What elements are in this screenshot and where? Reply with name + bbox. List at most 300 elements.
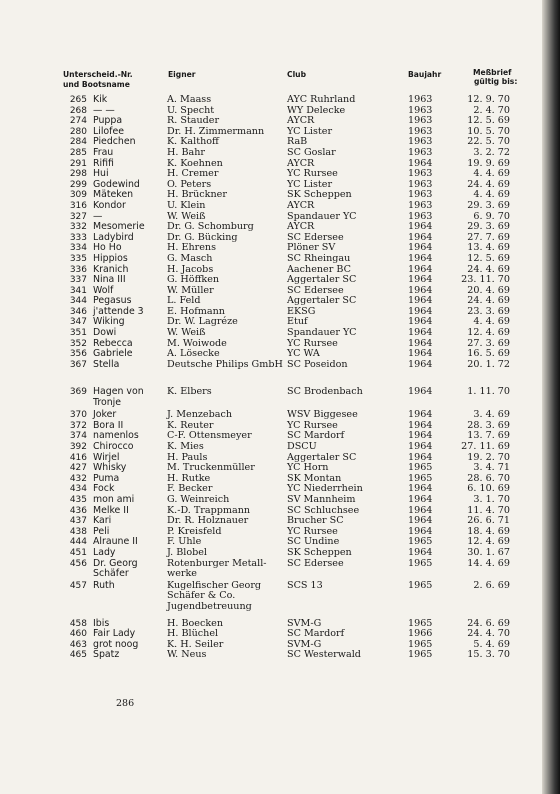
build-year: 1965 (408, 536, 433, 548)
table-row (0, 254, 560, 265)
boat-name: Rififi (93, 157, 114, 169)
header-valid-line1: Meßbrief (473, 68, 512, 77)
boat-number: 341 (69, 285, 87, 296)
owner-name: J. Menzebach (167, 409, 233, 421)
certificate-valid-until: 13. 4. 69 (467, 242, 510, 254)
header-nr: Unterscheid.-Nr. (63, 70, 133, 79)
boat-number: 456 (69, 558, 87, 569)
certificate-valid-until: 22. 5. 70 (467, 136, 510, 148)
boat-number: 369 (69, 387, 87, 398)
build-year: 1963 (408, 136, 433, 148)
boat-name: Chirocco (93, 441, 134, 452)
club-name: AYCR (287, 221, 315, 233)
certificate-valid-until: 19. 9. 69 (467, 157, 510, 169)
build-year: 1964 (408, 252, 433, 264)
boat-name: Kranich (93, 263, 129, 275)
boat-name: Dowi (93, 327, 117, 339)
build-year: 1963 (408, 125, 433, 137)
build-year: 1964 (408, 430, 433, 442)
build-year: 1965 (408, 557, 433, 569)
boat-number: 299 (69, 179, 87, 190)
certificate-valid-until: 2. 6. 69 (473, 579, 510, 591)
header-owner: Eigner (168, 70, 196, 79)
build-year: 1965 (408, 638, 433, 650)
owner-name: Rotenburger Metall-werke (167, 557, 267, 580)
build-year: 1963 (408, 94, 433, 105)
build-year: 1964 (408, 493, 433, 505)
table-row (0, 559, 560, 580)
build-year: 1964 (408, 441, 433, 452)
certificate-valid-until: 5. 4. 69 (473, 638, 510, 650)
boat-number: 435 (69, 494, 87, 505)
build-year: 1964 (408, 504, 433, 516)
boat-name: Alraune II (93, 536, 138, 548)
certificate-valid-until: 12. 4. 69 (467, 327, 510, 339)
certificate-valid-until: 6. 9. 70 (473, 210, 510, 222)
club-name: EKSG (287, 305, 316, 317)
certificate-valid-until: 24. 4. 70 (467, 628, 510, 640)
build-year: 1963 (408, 104, 433, 116)
club-name: SC Mardorf (287, 430, 345, 442)
boat-number: 444 (69, 537, 87, 548)
owner-name: L. Feld (167, 295, 201, 307)
club-name: Spandauer YC (287, 327, 357, 339)
club-name: Aachener BC (287, 263, 351, 275)
boat-name: Kondor (93, 199, 126, 211)
club-name: Aggertaler SC (287, 295, 357, 307)
build-year: 1963 (408, 115, 433, 127)
table-row (0, 387, 560, 408)
owner-name: H. Cremer (167, 168, 219, 180)
club-name: DSCU (287, 441, 317, 452)
boat-name: namenlos (93, 430, 139, 442)
certificate-valid-until: 18. 4. 69 (467, 525, 510, 537)
boat-number: 434 (69, 484, 87, 495)
build-year: 1964 (408, 316, 433, 328)
build-year: 1963 (408, 146, 433, 158)
boat-name: Mäteken (93, 189, 134, 201)
owner-name: W. Weiß (167, 327, 206, 339)
owner-name: Dr. G. Bücking (167, 231, 238, 243)
owner-name: M. Truckenmüller (167, 462, 255, 474)
build-year: 1965 (408, 649, 433, 661)
certificate-valid-until: 10. 5. 70 (467, 125, 510, 137)
boat-name: j'attende 3 (93, 305, 144, 317)
owner-name: Deutsche Philips GmbH (167, 358, 283, 370)
boat-number: 437 (69, 516, 87, 527)
club-name: SC Goslar (287, 146, 336, 158)
boat-name: mon ami (93, 493, 135, 505)
build-year: 1964 (408, 231, 433, 243)
build-year: 1964 (408, 263, 433, 275)
certificate-valid-until: 29. 3. 69 (467, 199, 510, 211)
certificate-valid-until: 28. 6. 70 (467, 472, 510, 484)
owner-name: K. Mies (167, 441, 204, 452)
owner-name: G. Höffken (167, 274, 220, 286)
boat-number: 356 (69, 349, 87, 360)
boat-number: 346 (69, 306, 87, 317)
certificate-valid-until: 2. 4. 70 (473, 104, 510, 116)
certificate-valid-until: 3. 4. 69 (473, 409, 510, 421)
owner-name: E. Hofmann (167, 305, 225, 317)
build-year: 1965 (408, 462, 433, 474)
certificate-valid-until: 4. 4. 69 (473, 189, 510, 201)
boat-name: — (93, 210, 103, 222)
boat-name: Lady (93, 546, 116, 558)
owner-name: W. Müller (167, 284, 214, 296)
header-valid-line2: gültig bis: (474, 77, 518, 86)
certificate-valid-until: 27. 11. 69 (461, 441, 510, 452)
build-year: 1964 (408, 337, 433, 349)
build-year: 1964 (408, 221, 433, 233)
table-row (0, 95, 560, 106)
certificate-valid-until: 23. 11. 70 (461, 274, 510, 286)
boat-number: 367 (69, 359, 87, 370)
certificate-valid-until: 14. 4. 69 (467, 557, 510, 569)
build-year: 1964 (408, 242, 433, 254)
build-year: 1963 (408, 178, 433, 190)
owner-name: K. H. Seiler (167, 638, 224, 650)
certificate-valid-until: 20. 4. 69 (467, 284, 510, 296)
club-name: YC Lister (287, 178, 333, 190)
boat-name: Ibis (93, 617, 110, 629)
boat-name: Spatz (93, 649, 120, 661)
owner-name: M. Woiwode (167, 337, 227, 349)
build-year: 1965 (408, 579, 433, 591)
boat-number: 316 (69, 200, 87, 211)
certificate-valid-until: 11. 4. 70 (467, 504, 510, 516)
boat-number: 416 (69, 452, 87, 463)
club-name: SC Edersee (287, 284, 344, 296)
boat-number: 438 (69, 526, 87, 537)
build-year: 1964 (408, 419, 433, 431)
boat-name: Hui (93, 168, 109, 180)
owner-name: Dr. W. Lagréze (167, 316, 238, 328)
table-row (0, 148, 560, 159)
club-name: YC Niederrhein (287, 483, 363, 495)
boat-name: Godewind (93, 178, 140, 190)
owner-name: F. Becker (167, 483, 213, 495)
club-name: SC Rheingau (287, 252, 351, 264)
build-year: 1964 (408, 546, 433, 558)
boat-number: 436 (69, 505, 87, 516)
boat-name: Dr. Georg Schäfer (93, 557, 138, 580)
boat-name: Ho Ho (93, 242, 122, 254)
owner-name: H. Boecken (167, 617, 224, 629)
boat-name: Hagen von Tronje (93, 386, 144, 408)
table-row (0, 581, 560, 613)
certificate-valid-until: 29. 3. 69 (467, 221, 510, 233)
boat-name: Fock (93, 483, 115, 495)
certificate-valid-until: 27. 7. 69 (467, 231, 510, 243)
owner-name: A. Maass (167, 94, 212, 105)
owner-name: K.-D. Trappmann (167, 504, 251, 516)
certificate-valid-until: 30. 1. 67 (467, 546, 510, 558)
club-name: Aggertaler SC (287, 451, 357, 463)
owner-name: P. Kreisfeld (167, 525, 222, 537)
club-name: SC Undine (287, 536, 340, 548)
build-year: 1964 (408, 305, 433, 317)
boat-name: Peli (93, 525, 110, 537)
club-name: YC WA (287, 348, 320, 360)
club-name: YC Rursee (287, 419, 338, 431)
club-name: SK Scheppen (287, 546, 352, 558)
owner-name: K. Reuter (167, 419, 214, 431)
boat-number: 457 (69, 580, 87, 591)
certificate-valid-until: 15. 3. 70 (467, 649, 510, 661)
boat-number: 463 (69, 639, 87, 650)
boat-number: 372 (69, 420, 87, 431)
club-name: Brucher SC (287, 515, 344, 527)
boat-number: 274 (69, 116, 87, 127)
owner-name: K. Elbers (167, 386, 212, 398)
owner-name: H. Rutke (167, 472, 211, 484)
boat-name: Puppa (93, 115, 123, 127)
owner-name: Dr. G. Schomburg (167, 221, 254, 233)
owner-name: K. Koehnen (167, 157, 223, 169)
certificate-valid-until: 26. 6. 71 (467, 515, 510, 527)
build-year: 1964 (408, 386, 433, 398)
boat-name: Puma (93, 472, 120, 484)
build-year: 1964 (408, 274, 433, 286)
build-year: 1963 (408, 168, 433, 180)
table-header (0, 68, 560, 94)
boat-name: Lilofee (93, 125, 125, 137)
table-row (0, 650, 560, 661)
club-name: WSV Biggesee (287, 409, 358, 421)
owner-name: U. Specht (167, 104, 215, 116)
build-year: 1966 (408, 628, 433, 640)
certificate-valid-until: 23. 3. 69 (467, 305, 510, 317)
club-name: SC Mardorf (287, 628, 345, 640)
page-number: 286 (116, 698, 135, 709)
boat-number: 265 (69, 95, 87, 105)
club-name: SC Edersee (287, 231, 344, 243)
club-name: SC Schluchsee (287, 504, 360, 516)
club-name: WY Delecke (287, 104, 346, 116)
club-name: SVM-G (287, 617, 322, 629)
club-name: YC Horn (287, 462, 329, 474)
club-name: AYCR (287, 199, 315, 211)
boat-name: Ladybird (93, 231, 134, 243)
owner-name: U. Klein (167, 199, 206, 211)
club-name: SK Scheppen (287, 189, 352, 201)
owner-name: W. Neus (167, 649, 207, 661)
club-name: SK Montan (287, 472, 342, 484)
boat-name: Frau (93, 146, 114, 158)
certificate-valid-until: 6. 10. 69 (467, 483, 510, 495)
table-row (0, 201, 560, 212)
owner-name: C-F. Ottensmeyer (167, 430, 252, 442)
build-year: 1964 (408, 483, 433, 495)
certificate-valid-until: 3. 4. 71 (473, 462, 510, 474)
table-row (0, 442, 560, 453)
club-name: Plöner SV (287, 242, 336, 254)
owner-name: G. Weinreich (167, 493, 230, 505)
club-name: YC Lister (287, 125, 333, 137)
certificate-valid-until: 16. 5. 69 (467, 348, 510, 360)
certificate-valid-until: 24. 4. 69 (467, 263, 510, 275)
boat-name: Nina III (93, 274, 126, 286)
boat-number: 335 (69, 253, 87, 264)
boat-name: Hippios (93, 252, 128, 264)
boat-name: Whisky (93, 462, 127, 474)
build-year: 1964 (408, 348, 433, 360)
certificate-valid-until: 12. 5. 69 (467, 115, 510, 127)
boat-number: 333 (69, 232, 87, 243)
boat-number: 291 (69, 158, 87, 169)
club-name: RaB (287, 136, 308, 148)
boat-number: 336 (69, 264, 87, 275)
owner-name: F. Uhle (167, 536, 202, 548)
boat-register-table (0, 95, 560, 661)
club-name: YC Rursee (287, 525, 338, 537)
boat-number: 284 (69, 137, 87, 148)
certificate-valid-until: 24. 6. 69 (467, 617, 510, 629)
boat-name: Joker (93, 409, 117, 421)
boat-number: 352 (69, 338, 87, 349)
build-year: 1964 (408, 295, 433, 307)
owner-name: W. Weiß (167, 210, 206, 222)
boat-number: 344 (69, 296, 87, 307)
certificate-valid-until: 19. 2. 70 (467, 451, 510, 463)
boat-name: Gabriele (93, 348, 133, 360)
table-row (0, 495, 560, 506)
owner-name: O. Peters (167, 178, 212, 190)
certificate-valid-until: 24. 4. 69 (467, 178, 510, 190)
owner-name: J. Blobel (167, 546, 207, 558)
boat-number: 332 (69, 222, 87, 233)
certificate-valid-until: 12. 4. 69 (467, 536, 510, 548)
certificate-valid-until: 12. 5. 69 (467, 252, 510, 264)
boat-number: 458 (69, 618, 87, 629)
boat-number: 370 (69, 410, 87, 421)
build-year: 1964 (408, 451, 433, 463)
certificate-valid-until: 13. 7. 69 (467, 430, 510, 442)
club-name: SVM-G (287, 638, 322, 650)
boat-number: 427 (69, 463, 87, 474)
boat-number: 460 (69, 629, 87, 640)
boat-name: Wirjel (93, 451, 120, 463)
certificate-valid-until: 24. 4. 69 (467, 295, 510, 307)
owner-name: H. Jacobs (167, 263, 214, 275)
club-name: Aggertaler SC (287, 274, 357, 286)
build-year: 1964 (408, 409, 433, 421)
club-name: SC Brodenbach (287, 386, 363, 398)
build-year: 1964 (408, 284, 433, 296)
club-name: AYC Ruhrland (287, 94, 356, 105)
certificate-valid-until: 12. 9. 70 (467, 94, 510, 105)
boat-name: Wolf (93, 284, 114, 296)
club-name: SC Edersee (287, 557, 344, 569)
boat-number: 337 (69, 275, 87, 286)
certificate-valid-until: 4. 4. 69 (473, 168, 510, 180)
certificate-valid-until: 20. 1. 72 (467, 358, 510, 370)
build-year: 1964 (408, 157, 433, 169)
owner-name: H. Pauls (167, 451, 208, 463)
boat-number: 351 (69, 328, 87, 339)
boat-number: 347 (69, 317, 87, 328)
build-year: 1964 (408, 358, 433, 370)
boat-name: Bora II (93, 419, 124, 431)
boat-name: Piedchen (93, 136, 136, 148)
club-name: AYCR (287, 157, 315, 169)
certificate-valid-until: 28. 3. 69 (467, 419, 510, 431)
certificate-valid-until: 4. 4. 69 (473, 316, 510, 328)
boat-number: 268 (69, 105, 87, 116)
club-name: Etuf (287, 316, 308, 328)
boat-number: 285 (69, 147, 87, 158)
boat-number: 392 (69, 442, 87, 452)
boat-name: Melke II (93, 504, 129, 516)
owner-name: R. Stauder (167, 115, 220, 127)
owner-name: K. Kalthoff (167, 136, 219, 148)
boat-number: 451 (69, 547, 87, 558)
boat-name: — — (93, 104, 115, 116)
boat-number: 432 (69, 473, 87, 484)
club-name: AYCR (287, 115, 315, 127)
owner-name: H. Blüchel (167, 628, 219, 640)
boat-number: 334 (69, 243, 87, 254)
club-name: SCS 13 (287, 579, 323, 591)
table-row (0, 360, 560, 381)
build-year: 1964 (408, 327, 433, 339)
table-row (0, 548, 560, 559)
build-year: 1965 (408, 617, 433, 629)
owner-name: G. Masch (167, 252, 213, 264)
build-year: 1964 (408, 525, 433, 537)
club-name: YC Rursee (287, 168, 338, 180)
boat-name: grot noog (93, 638, 139, 650)
boat-name: Ruth (93, 579, 115, 591)
build-year: 1963 (408, 210, 433, 222)
boat-number: 280 (69, 126, 87, 137)
owner-name: H. Brückner (167, 189, 227, 201)
boat-name: Wiking (93, 316, 125, 328)
owner-name: H. Bahr (167, 146, 206, 158)
build-year: 1964 (408, 515, 433, 527)
header-club: Club (287, 70, 307, 79)
club-name: SC Poseidon (287, 358, 348, 370)
boat-number: 374 (69, 431, 87, 442)
boat-number: 327 (69, 211, 87, 222)
boat-name: Kari (93, 515, 112, 527)
boat-name: Kik (93, 94, 108, 105)
boat-number: 465 (69, 650, 87, 661)
owner-name: Dr. R. Holznauer (167, 515, 249, 527)
club-name: Spandauer YC (287, 210, 357, 222)
owner-name: A. Lösecke (167, 348, 220, 360)
club-name: SC Westerwald (287, 649, 361, 661)
build-year: 1963 (408, 189, 433, 201)
club-name: SV Mannheim (287, 493, 356, 505)
certificate-valid-until: 3. 2. 72 (473, 146, 510, 158)
owner-name: Dr. H. Zimmermann (167, 125, 265, 137)
build-year: 1965 (408, 472, 433, 484)
boat-number: 309 (69, 190, 87, 201)
certificate-valid-until: 3. 1. 70 (473, 493, 510, 505)
boat-name: Stella (93, 358, 120, 370)
owner-name: H. Ehrens (167, 242, 217, 254)
boat-number: 298 (69, 169, 87, 180)
club-name: YC Rursee (287, 337, 338, 349)
build-year: 1963 (408, 199, 433, 211)
header-year: Baujahr (408, 70, 442, 79)
owner-name: Kugelfischer Georg Schäfer & Co. Jugendbetreuung (167, 579, 262, 612)
boat-name: Rebecca (93, 337, 133, 349)
boat-name: Fair Lady (93, 628, 136, 640)
boat-name: Pegasus (93, 295, 132, 307)
